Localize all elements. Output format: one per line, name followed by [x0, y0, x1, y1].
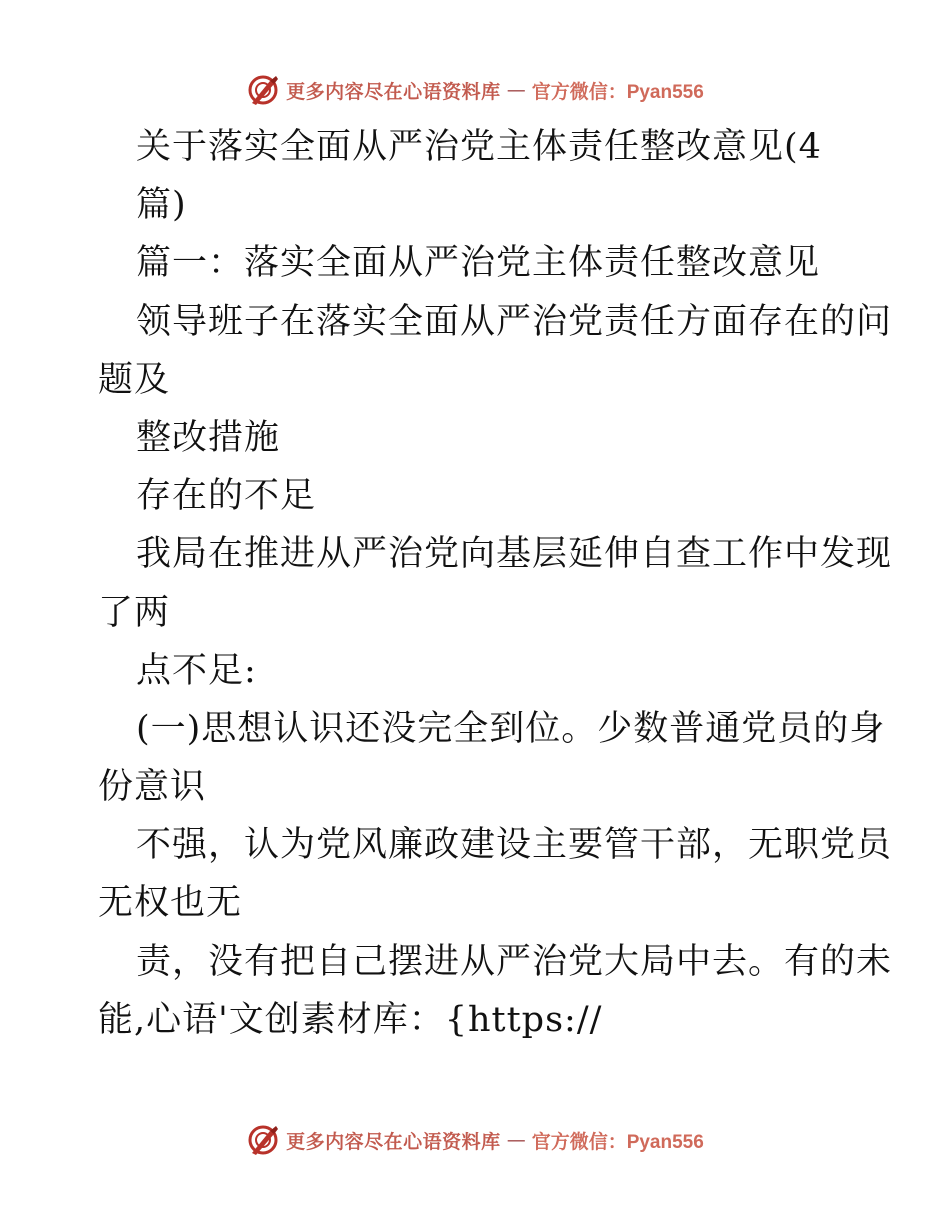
header-banner-text: 更多内容尽在心语资料库 — [286, 80, 501, 103]
header-contact: 官方微信：Pyan556 — [531, 81, 704, 103]
footer-banner[interactable] — [246, 1123, 704, 1157]
header-banner[interactable] — [246, 73, 704, 107]
header-separator: — — [506, 79, 526, 101]
document-body — [98, 118, 893, 1049]
page-footer — [0, 1120, 950, 1160]
paragraph-line: 存在的不足 — [136, 476, 317, 517]
footer-contact: 官方微信：Pyan556 — [531, 1131, 704, 1153]
paragraph-line: 了两 — [98, 592, 171, 633]
paragraph-line: 我局在推进从严治党向基层延伸自查工作中发现 — [136, 534, 893, 575]
paragraph-line: 能,心语'文创素材库：{https:// — [98, 999, 603, 1040]
paragraph-line: 责，没有把自己摆进从严治党大局中去。有的未 — [136, 941, 893, 982]
paragraph-line: 领导班子在落实全面从严治党责任方面存在的问 — [136, 301, 893, 342]
paragraph-line: (一)思想认识还没完全到位。少数普通党员的身 — [136, 708, 886, 749]
doc-title-line-2: 篇) — [136, 185, 187, 226]
section-heading: 篇一：落实全面从严治党主体责任整改意见 — [136, 243, 821, 284]
pen-logo-icon — [246, 1123, 280, 1157]
page-header — [0, 70, 950, 110]
paragraph-line: 不强，认为党风廉政建设主要管干部，无职党员 — [136, 825, 893, 866]
paragraph-line: 点不足: — [136, 650, 257, 691]
footer-banner-text: 更多内容尽在心语资料库 — [286, 1130, 501, 1153]
paragraph-line: 整改措施 — [136, 417, 281, 458]
pen-logo-icon — [246, 73, 280, 107]
paragraph-line: 份意识 — [98, 767, 207, 808]
footer-separator: — — [506, 1129, 526, 1151]
paragraph-line: 无权也无 — [98, 883, 243, 924]
doc-title-line-1: 关于落实全面从严治党主体责任整改意见(4 — [136, 127, 822, 167]
paragraph-line: 题及 — [98, 359, 171, 400]
